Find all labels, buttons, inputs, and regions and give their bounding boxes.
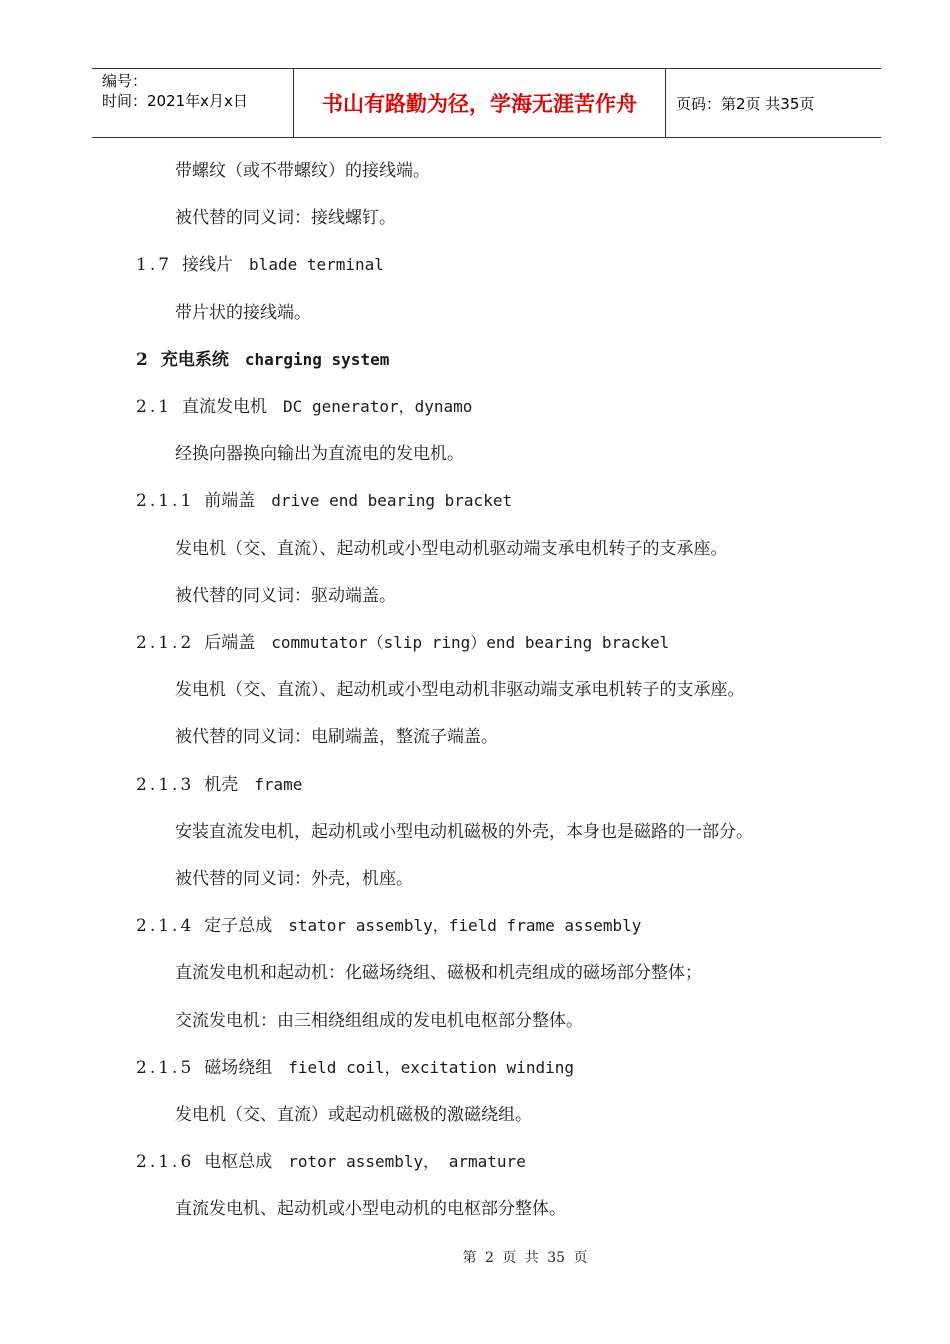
body-paragraph: 被代替的同义词：外壳，机座。 [175,869,413,889]
section-title: 后端盖 [204,633,256,653]
body-paragraph: 发电机（交、直流）、起动机或小型电动机非驱动端支承电机转子的支承座。 [175,680,745,701]
section-number: 2.1.2 [136,633,195,653]
section-title: 磁场绕组 [204,1057,273,1078]
body-paragraph: 直流发电机和起动机：化磁场绕组、磁极和机壳组成的磁场部分整体； [175,963,702,984]
body-paragraph: 被代替的同义词：接线螺钉。 [175,208,396,229]
section-english-term: charging system [244,349,390,369]
body-paragraph: 发电机（交、直流）、起动机或小型电动机驱动端支承电机转子的支承座。 [175,538,728,559]
body-paragraph: 直流发电机、起动机或小型电动机的电枢部分整体。 [175,1199,566,1220]
section-number: 2.1.1 [136,491,195,512]
body-paragraph: 被代替的同义词：电刷端盖，整流子端盖。 [175,727,498,748]
section-number: 2.1.6 [136,1152,195,1173]
section-english-term: field coil，excitation winding [288,1057,574,1077]
body-paragraph: 交流发电机：由三相绕组组成的发电机电枢部分整体。 [175,1010,583,1031]
section-english-term: stator assembly，field frame assembly [288,916,642,936]
page-header [92,68,881,138]
section-heading [136,1151,526,1173]
section-number: 2.1.4 [136,916,195,937]
body-paragraph: 发电机（交、直流）或起动机磁极的激磁绕组。 [175,1105,532,1125]
section-title: 机壳 [204,774,239,795]
section-title: 前端盖 [204,491,256,512]
section-heading [136,490,512,512]
section-title: 定子总成 [204,916,273,937]
section-heading [136,774,302,796]
page-footer [0,1247,950,1267]
section-english-term: frame [254,774,303,794]
body-paragraph: 带螺纹（或不带螺纹）的接线端。 [175,161,430,181]
section-title: 电枢总成 [204,1152,273,1173]
section-number: 2 [136,349,151,370]
section-number: 2.1.5 [136,1057,195,1078]
section-number: 2.1.3 [136,774,195,795]
section-heading [136,254,384,276]
section-heading [136,1057,574,1079]
section-english-term: rotor assembly， armature [288,1152,526,1172]
section-number: 2.1 [136,397,173,417]
body-paragraph: 经换向器换向输出为直流电的发电机。 [175,444,464,465]
section-english-term: DC generator，dynamo [283,397,473,416]
time-label: 时间：2021年x月x日 [102,92,248,110]
body-paragraph: 被代替的同义词：驱动端盖。 [175,585,396,606]
section-title: 接线片 [182,255,234,276]
footer-page-number: 第 2 页 共 35 页 [462,1250,588,1266]
header-meta [92,69,293,137]
section-heading [136,632,669,654]
section-heading [136,396,472,418]
header-motto: 书山有路勤为径，学海无涯苦作舟 [293,69,666,137]
section-heading [136,915,641,937]
section-title: 充电系统 [160,349,229,370]
body-paragraph: 安装直流发电机，起动机或小型电动机磁极的外壳，本身也是磁路的一部分。 [175,821,753,842]
section-english-term: blade terminal [249,255,384,275]
section-english-term: drive end bearing bracket [271,491,513,511]
header-page-label: 页码：第2页 共35页 [676,94,815,113]
section-title: 直流发电机 [182,397,268,417]
body-paragraph: 带片状的接线端。 [175,302,311,323]
section-number: 1.7 [136,255,173,276]
section-heading [136,349,389,371]
section-english-term: commutator（slip ring）end bearing brackel [271,633,670,652]
code-label: 编号： [102,72,148,90]
